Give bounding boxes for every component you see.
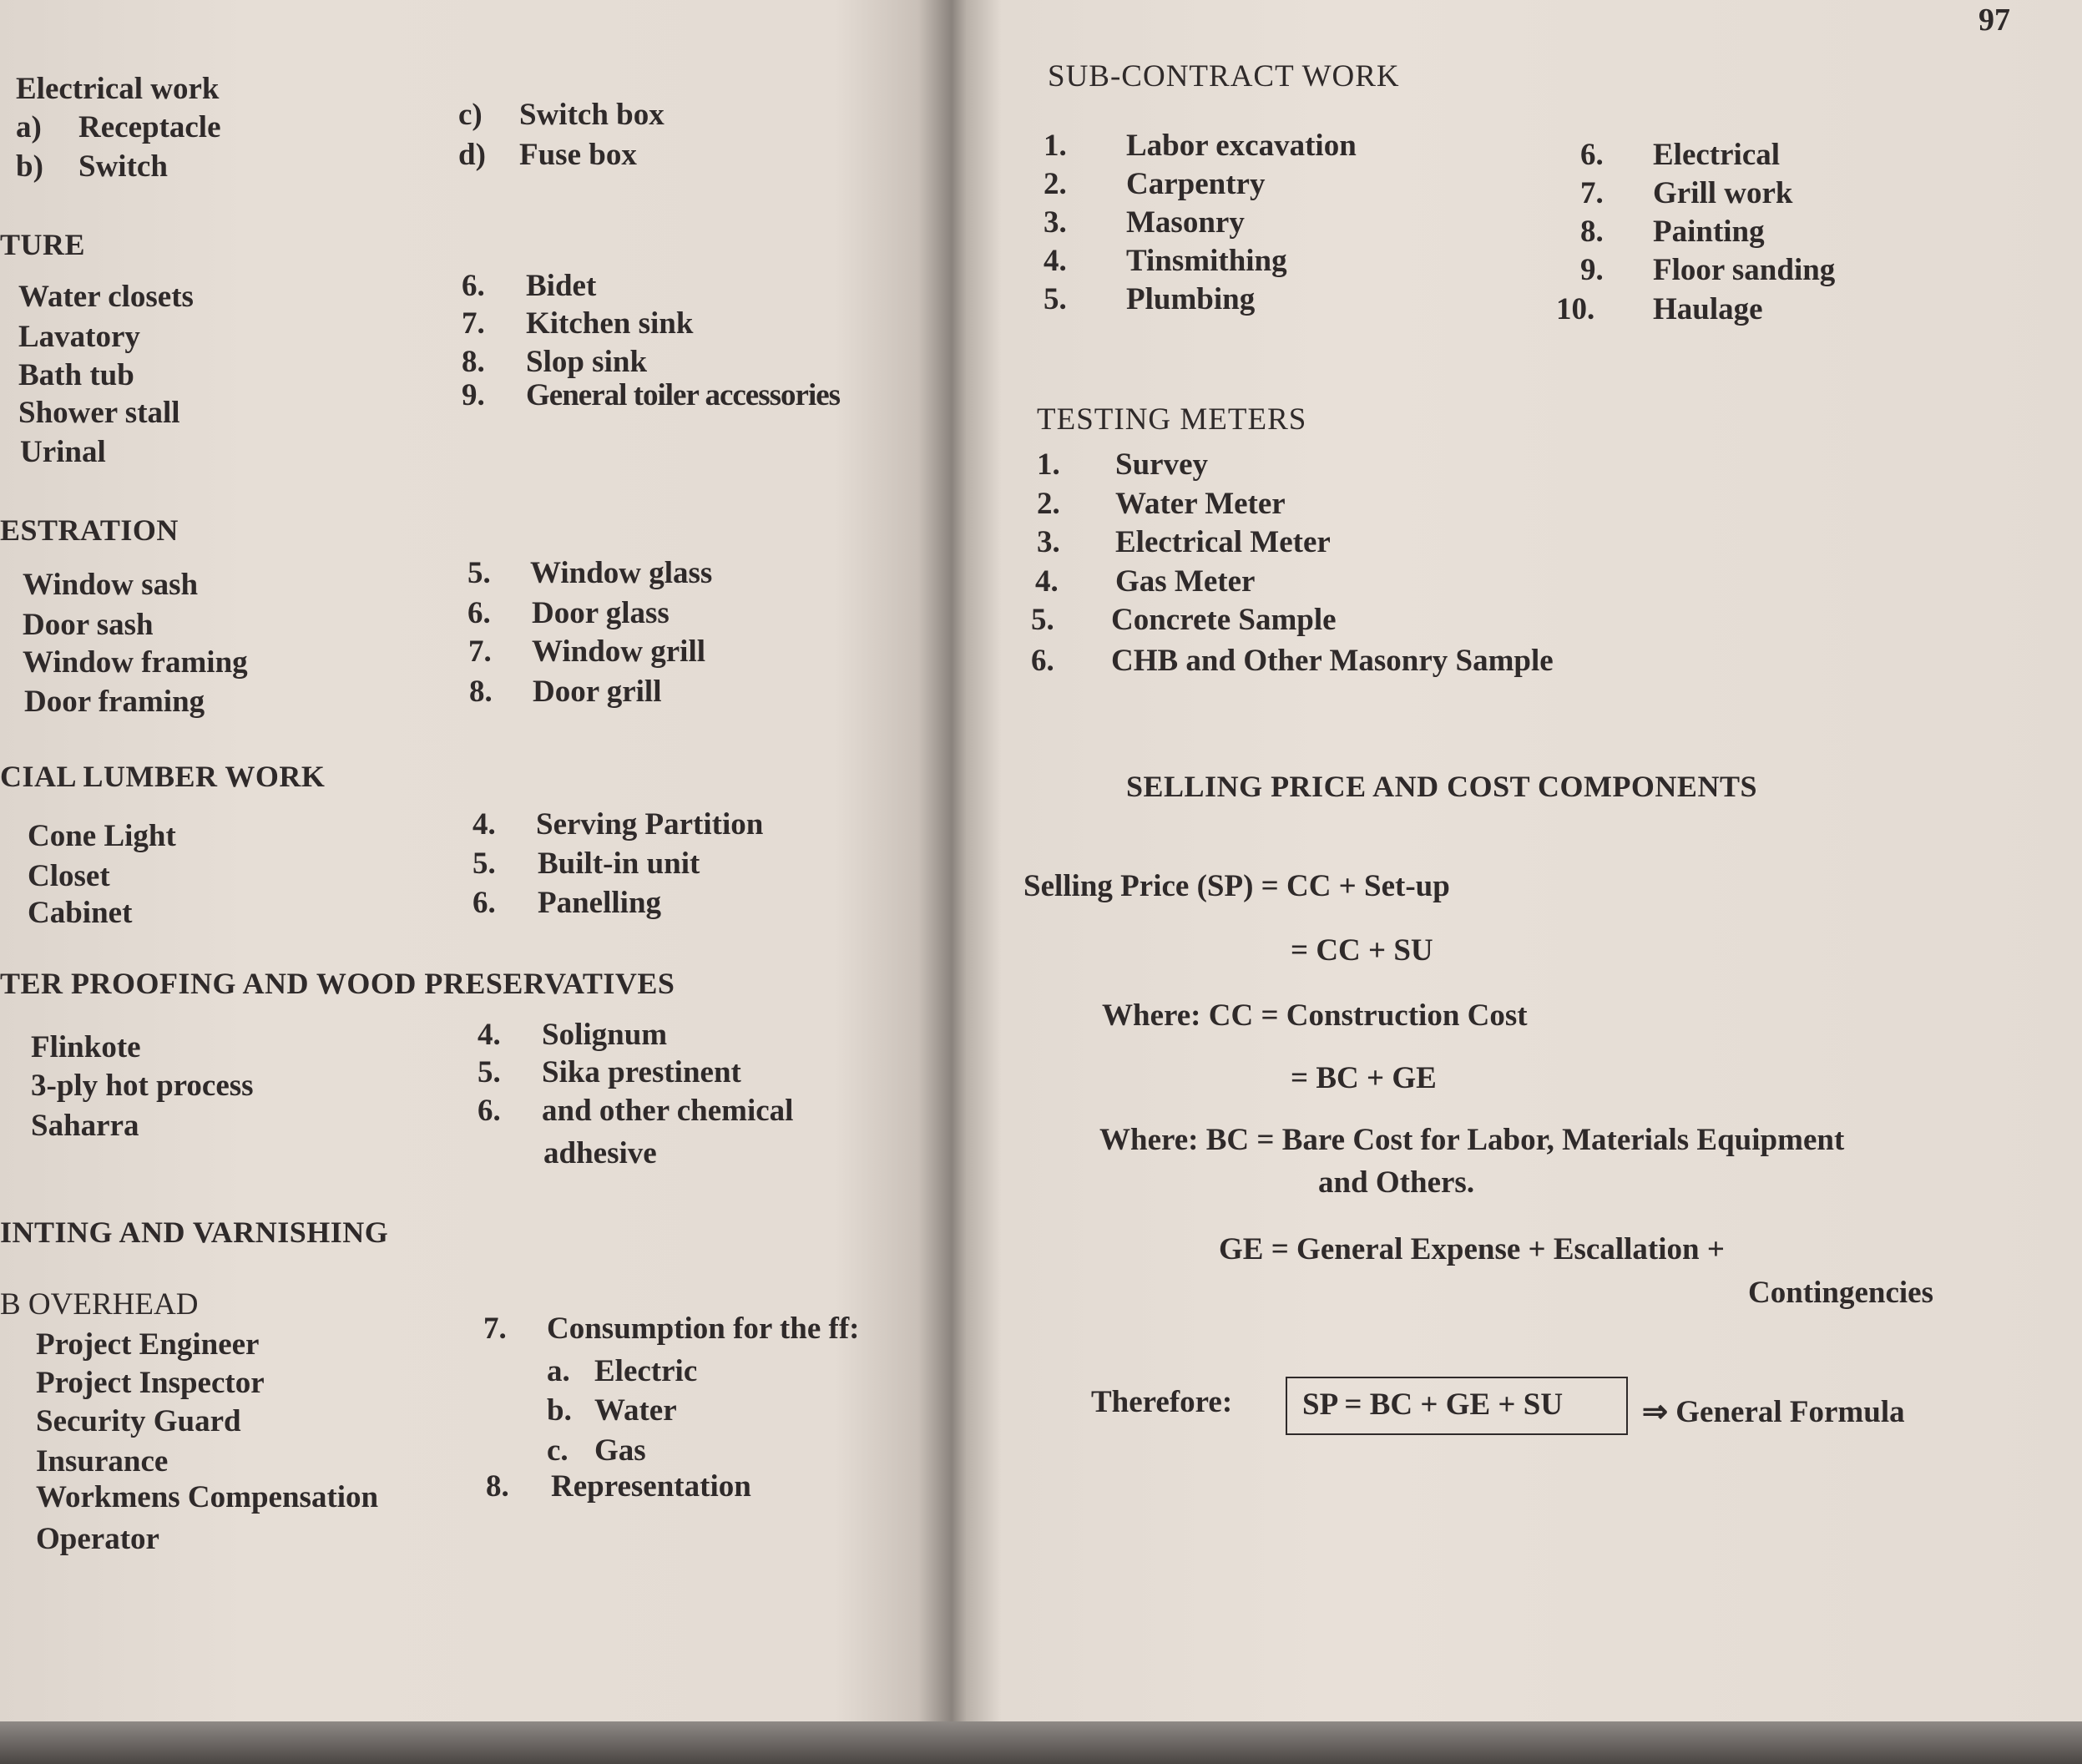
- list-number: 8.: [469, 675, 493, 709]
- list-number: 7.: [1580, 176, 1604, 210]
- list-number: 1.: [1044, 129, 1067, 163]
- list-item: Insurance: [36, 1444, 169, 1478]
- label-d: d): [458, 138, 486, 172]
- item-fuse-box: Fuse box: [519, 138, 637, 172]
- list-item: Concrete Sample: [1111, 603, 1337, 637]
- list-item: Floor sanding: [1653, 253, 1836, 287]
- list-number: 6.: [478, 1094, 501, 1128]
- list-item: Carpentry: [1126, 167, 1266, 201]
- list-number: 10.: [1556, 292, 1595, 326]
- formula-line: GE = General Expense + Escallation +: [1219, 1232, 1725, 1266]
- section-lumber-title: CIAL LUMBER WORK: [0, 760, 326, 793]
- list-item: Survey: [1115, 447, 1208, 482]
- list-item: CHB and Other Masonry Sample: [1111, 644, 1554, 678]
- label-a: a): [16, 110, 42, 144]
- list-item: Built-in unit: [538, 847, 700, 881]
- list-item: Door glass: [532, 596, 670, 630]
- label-c: c): [458, 98, 483, 132]
- list-item: Serving Partition: [536, 807, 764, 842]
- section-waterproofing-title: TER PROOFING AND WOOD PRESERVATIVES: [0, 967, 675, 1000]
- sub-label: b.: [547, 1393, 572, 1428]
- list-number: 5.: [472, 847, 496, 881]
- list-item: Bidet: [526, 269, 597, 303]
- list-number: 5.: [467, 556, 491, 590]
- list-item: Slop sink: [526, 345, 648, 379]
- list-item: 3-ply hot process: [31, 1069, 254, 1103]
- list-number: 1.: [1037, 447, 1060, 482]
- list-number: 7.: [483, 1312, 507, 1346]
- list-item: Water Meter: [1115, 487, 1286, 521]
- sub-label: c.: [547, 1433, 569, 1468]
- list-item: Solignum: [542, 1018, 668, 1052]
- list-item: Lavatory: [18, 320, 140, 354]
- section-painting-title: INTING AND VARNISHING: [0, 1216, 389, 1249]
- list-number: 9.: [1580, 253, 1604, 287]
- list-number: 8.: [1580, 215, 1604, 249]
- list-item: Plumbing: [1126, 282, 1256, 316]
- list-item: Window grill: [532, 634, 705, 669]
- list-number: 5.: [478, 1055, 501, 1089]
- list-item: Shower stall: [18, 396, 180, 430]
- list-item: Consumption for the ff:: [547, 1312, 860, 1346]
- list-item: Panelling: [538, 886, 662, 920]
- formula-line: Where: BC = Bare Cost for Labor, Materials Equipment: [1099, 1123, 1845, 1157]
- list-item: Project Inspector: [36, 1366, 265, 1400]
- list-item: and other chemical: [542, 1094, 794, 1128]
- general-formula-note: ⇒ General Formula: [1642, 1395, 1905, 1429]
- list-item: Gas Meter: [1115, 564, 1256, 599]
- list-item: Cone Light: [28, 819, 176, 853]
- list-item: adhesive: [543, 1136, 657, 1170]
- section-subcontract-title: SUB-CONTRACT WORK: [1048, 59, 1400, 94]
- list-item: Sika prestinent: [542, 1055, 741, 1089]
- list-item: Labor excavation: [1126, 129, 1357, 163]
- general-formula-box: [1286, 1377, 1628, 1435]
- label-b: b): [16, 149, 43, 184]
- list-number: 4.: [1035, 564, 1059, 599]
- formula-line: Where: CC = Construction Cost: [1102, 998, 1528, 1033]
- list-item: Electrical: [1653, 138, 1781, 172]
- list-item: Kitchen sink: [526, 306, 694, 341]
- list-item: Masonry: [1126, 205, 1245, 240]
- therefore-label: Therefore:: [1091, 1385, 1233, 1419]
- section-testing-title: TESTING METERS: [1037, 402, 1307, 437]
- list-item: Grill work: [1653, 176, 1793, 210]
- list-number: 3.: [1037, 525, 1060, 559]
- list-number: 6.: [1031, 644, 1054, 678]
- list-item: Security Guard: [36, 1404, 241, 1438]
- list-number: 8.: [486, 1469, 509, 1504]
- list-item: Painting: [1653, 215, 1765, 249]
- list-item: Urinal: [20, 435, 106, 469]
- list-item: Operator: [36, 1522, 159, 1556]
- sub-item: Gas: [594, 1433, 646, 1468]
- list-item: Saharra: [31, 1109, 139, 1143]
- list-number: 9.: [462, 378, 485, 412]
- section-overhead-title: B OVERHEAD: [0, 1287, 199, 1322]
- list-item: Door framing: [24, 685, 205, 719]
- list-item: Water closets: [18, 280, 194, 314]
- formula-line: and Others.: [1318, 1165, 1475, 1200]
- formula-line: = BC + GE: [1291, 1061, 1437, 1095]
- list-number: 6.: [462, 269, 485, 303]
- list-number: 2.: [1044, 167, 1067, 201]
- formula-line: Selling Price (SP) = CC + Set-up: [1023, 869, 1450, 903]
- list-number: 4.: [1044, 244, 1067, 278]
- formula-line: Contingencies: [1748, 1276, 1933, 1310]
- list-item: Project Engineer: [36, 1327, 260, 1362]
- list-item: Closet: [28, 859, 110, 893]
- list-number: 4.: [472, 807, 496, 842]
- list-item: Haulage: [1653, 292, 1763, 326]
- list-number: 5.: [1031, 603, 1054, 637]
- list-item: Tinsmithing: [1126, 244, 1287, 278]
- list-number: 8.: [462, 345, 485, 379]
- list-item: Bath tub: [18, 358, 134, 392]
- list-item: Door grill: [533, 675, 662, 709]
- section-selling-title: SELLING PRICE AND COST COMPONENTS: [1126, 770, 1757, 803]
- list-number: 5.: [1044, 282, 1067, 316]
- list-item: Workmens Compensation: [36, 1480, 379, 1514]
- item-receptacle: Receptacle: [78, 110, 221, 144]
- section-fixture-title: TURE: [0, 228, 86, 261]
- list-number: 7.: [462, 306, 485, 341]
- list-number: 6.: [1580, 138, 1604, 172]
- list-number: 6.: [467, 596, 491, 630]
- list-item: Cabinet: [28, 896, 133, 930]
- list-item: Door sash: [23, 608, 154, 642]
- page-bottom-edge: [0, 1721, 2082, 1764]
- general-formula: SP = BC + GE + SU: [1302, 1387, 1564, 1422]
- list-item: Representation: [551, 1469, 751, 1504]
- list-number: 7.: [468, 634, 492, 669]
- list-item: Flinkote: [31, 1030, 141, 1064]
- list-number: 2.: [1037, 487, 1060, 521]
- section-electrical-title: Electrical work: [16, 72, 220, 106]
- item-switch: Switch: [78, 149, 168, 184]
- list-number: 6.: [472, 886, 496, 920]
- list-item: Electrical Meter: [1115, 525, 1331, 559]
- page-number: 97: [1978, 3, 2010, 38]
- item-switch-box: Switch box: [519, 98, 665, 132]
- sub-item: Water: [594, 1393, 677, 1428]
- list-item: Window glass: [530, 556, 713, 590]
- sub-label: a.: [547, 1354, 570, 1388]
- list-item: Window sash: [23, 568, 199, 602]
- list-number: 4.: [478, 1018, 501, 1052]
- list-number: 3.: [1044, 205, 1067, 240]
- sub-item: Electric: [594, 1354, 698, 1388]
- formula-line: = CC + SU: [1291, 933, 1433, 968]
- section-fenestration-title: ESTRATION: [0, 513, 179, 547]
- list-item: Window framing: [23, 645, 248, 680]
- list-item: General toiler accessories: [526, 378, 841, 412]
